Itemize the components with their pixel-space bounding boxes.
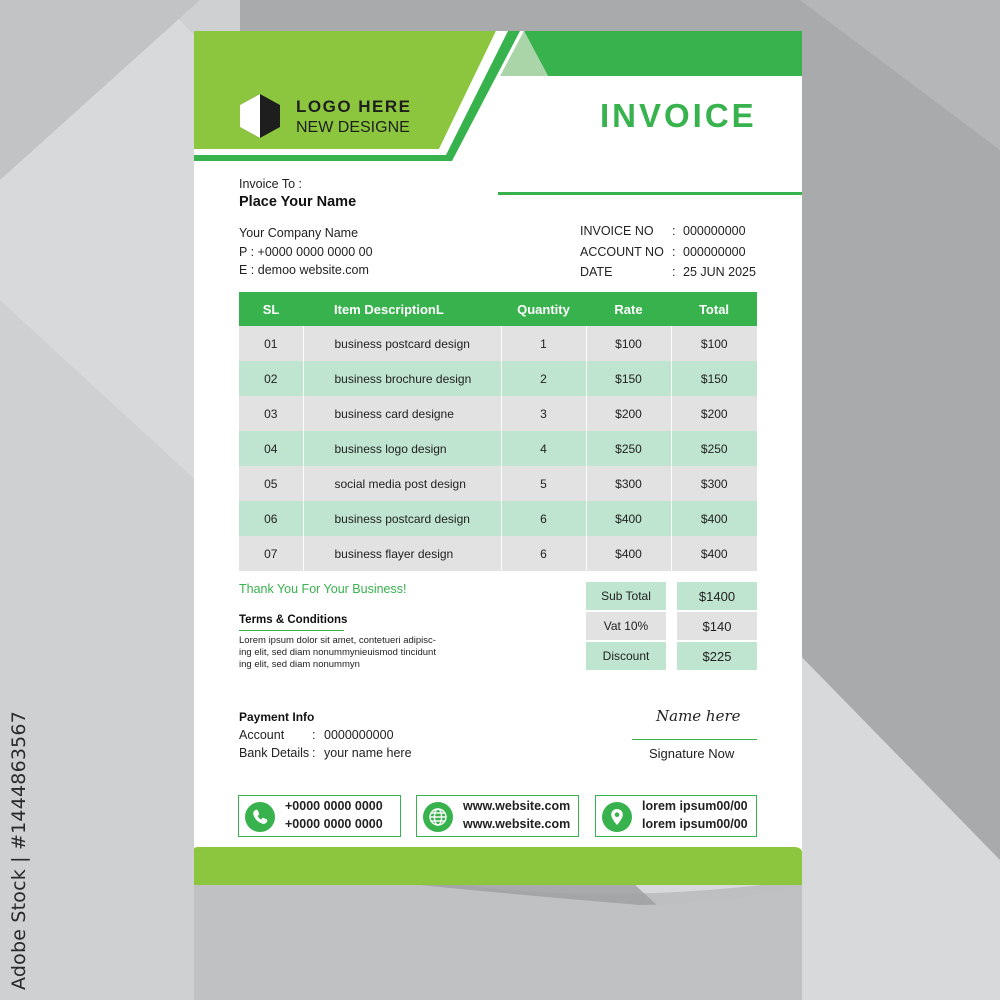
terms-line-1: Lorem ipsum dolor sit amet, contetueri adipisc- bbox=[239, 635, 436, 646]
location-pin-icon bbox=[602, 802, 632, 832]
cell-total: $400 bbox=[671, 501, 757, 536]
discount-label: Discount bbox=[586, 642, 666, 670]
account-value: 0000000000 bbox=[324, 728, 394, 742]
discount-value: $225 bbox=[677, 642, 757, 670]
company-email: E : demoo website.com bbox=[239, 263, 369, 277]
cell-total: $150 bbox=[671, 361, 757, 396]
globe-icon bbox=[423, 802, 453, 832]
cell-sl: 01 bbox=[239, 326, 303, 361]
terms-heading: Terms & Conditions bbox=[239, 614, 348, 626]
signature-script: Name here bbox=[656, 707, 741, 725]
table-row bbox=[239, 361, 757, 396]
hexagon-logo-icon bbox=[238, 93, 282, 139]
cell-total: $400 bbox=[671, 536, 757, 571]
account-separator: : bbox=[312, 728, 316, 742]
table-row bbox=[239, 431, 757, 466]
logo-title: LOGO HERE bbox=[296, 97, 412, 116]
table-row bbox=[239, 466, 757, 501]
address-line-1: lorem ipsum00/00 bbox=[642, 799, 748, 813]
invoice-no-value: 000000000 bbox=[683, 224, 746, 238]
header-description: Item DescriptionL bbox=[303, 292, 501, 326]
contact-address-box bbox=[595, 795, 757, 837]
website-line-2: www.website.com bbox=[463, 817, 571, 831]
meta-separator: : bbox=[672, 265, 676, 279]
cell-rate: $400 bbox=[586, 536, 671, 571]
cell-rate: $300 bbox=[586, 466, 671, 501]
cell-quantity: 2 bbox=[501, 361, 586, 396]
cell-total: $100 bbox=[671, 326, 757, 361]
cell-description: business card designe bbox=[303, 396, 501, 431]
table-row bbox=[239, 326, 757, 361]
cell-description: business postcard design bbox=[303, 326, 501, 361]
cell-quantity: 6 bbox=[501, 501, 586, 536]
cell-rate: $200 bbox=[586, 396, 671, 431]
terms-text bbox=[239, 635, 436, 671]
date-label: DATE bbox=[580, 265, 613, 279]
invoice-title: INVOICE bbox=[600, 97, 757, 134]
bank-details-separator: : bbox=[312, 746, 316, 760]
cell-description: social media post design bbox=[303, 466, 501, 501]
table-row bbox=[239, 396, 757, 431]
thank-you-note: Thank You For Your Business! bbox=[239, 582, 407, 596]
terms-line-3: ing elit, sed diam nonummyn bbox=[239, 659, 360, 670]
account-label: Account bbox=[239, 728, 285, 742]
header-total: Total bbox=[671, 292, 757, 326]
website-line-1: www.website.com bbox=[463, 799, 571, 813]
phone-line-2: +0000 0000 0000 bbox=[285, 817, 383, 831]
vat-value: $140 bbox=[677, 612, 757, 640]
cell-total: $300 bbox=[671, 466, 757, 501]
stock-id-text: Adobe Stock | #1444863567 bbox=[8, 710, 30, 990]
bank-details-value: your name here bbox=[324, 746, 412, 760]
cell-rate: $100 bbox=[586, 326, 671, 361]
vat-label: Vat 10% bbox=[586, 612, 666, 640]
items-table bbox=[239, 292, 757, 571]
signature-line bbox=[632, 739, 757, 740]
cell-sl: 03 bbox=[239, 396, 303, 431]
invoice-no-label: INVOICE NO bbox=[580, 224, 654, 238]
cell-sl: 04 bbox=[239, 431, 303, 466]
contact-web-box bbox=[416, 795, 579, 837]
logo-subtitle: NEW DESIGNE bbox=[296, 119, 410, 136]
table-header-row bbox=[239, 292, 757, 326]
cell-description: business logo design bbox=[303, 431, 501, 466]
cell-rate: $250 bbox=[586, 431, 671, 466]
cell-quantity: 4 bbox=[501, 431, 586, 466]
account-no-value: 000000000 bbox=[683, 245, 746, 259]
contact-phone-box bbox=[238, 795, 401, 837]
cell-description: business brochure design bbox=[303, 361, 501, 396]
account-no-label: ACCOUNT NO bbox=[580, 245, 664, 259]
cell-quantity: 5 bbox=[501, 466, 586, 501]
header-sl: SL bbox=[239, 292, 303, 326]
cell-description: business postcard design bbox=[303, 501, 501, 536]
cell-quantity: 6 bbox=[501, 536, 586, 571]
cell-quantity: 1 bbox=[501, 326, 586, 361]
terms-line-2: ing elit, sed diam nonummynieuismod tincidunt bbox=[239, 647, 436, 658]
meta-separator: : bbox=[672, 245, 676, 259]
client-name: Place Your Name bbox=[239, 194, 357, 210]
signature-label: Signature Now bbox=[649, 746, 735, 761]
company-name: Your Company Name bbox=[239, 226, 359, 240]
cell-sl: 07 bbox=[239, 536, 303, 571]
meta-separator: : bbox=[672, 224, 676, 238]
subtotal-value: $1400 bbox=[677, 582, 757, 610]
header-rate: Rate bbox=[586, 292, 671, 326]
cell-rate: $150 bbox=[586, 361, 671, 396]
company-phone: P : +0000 0000 0000 00 bbox=[239, 245, 373, 259]
cell-sl: 06 bbox=[239, 501, 303, 536]
payment-heading: Payment Info bbox=[239, 710, 315, 724]
phone-icon bbox=[245, 802, 275, 832]
cell-sl: 05 bbox=[239, 466, 303, 501]
cell-quantity: 3 bbox=[501, 396, 586, 431]
invoice-page bbox=[194, 31, 802, 885]
cell-rate: $400 bbox=[586, 501, 671, 536]
address-line-2: lorem ipsum00/00 bbox=[642, 817, 748, 831]
table-row bbox=[239, 501, 757, 536]
bank-details-label: Bank Details bbox=[239, 746, 310, 760]
table-row bbox=[239, 536, 757, 571]
cell-total: $200 bbox=[671, 396, 757, 431]
subtotal-label: Sub Total bbox=[586, 582, 666, 610]
terms-underline bbox=[239, 630, 344, 631]
header-quantity: Quantity bbox=[501, 292, 586, 326]
invoice-to-label: Invoice To : bbox=[239, 177, 303, 191]
cell-sl: 02 bbox=[239, 361, 303, 396]
cell-description: business flayer design bbox=[303, 536, 501, 571]
date-value: 25 JUN 2025 bbox=[683, 265, 756, 279]
phone-line-1: +0000 0000 0000 bbox=[285, 799, 383, 813]
cell-total: $250 bbox=[671, 431, 757, 466]
